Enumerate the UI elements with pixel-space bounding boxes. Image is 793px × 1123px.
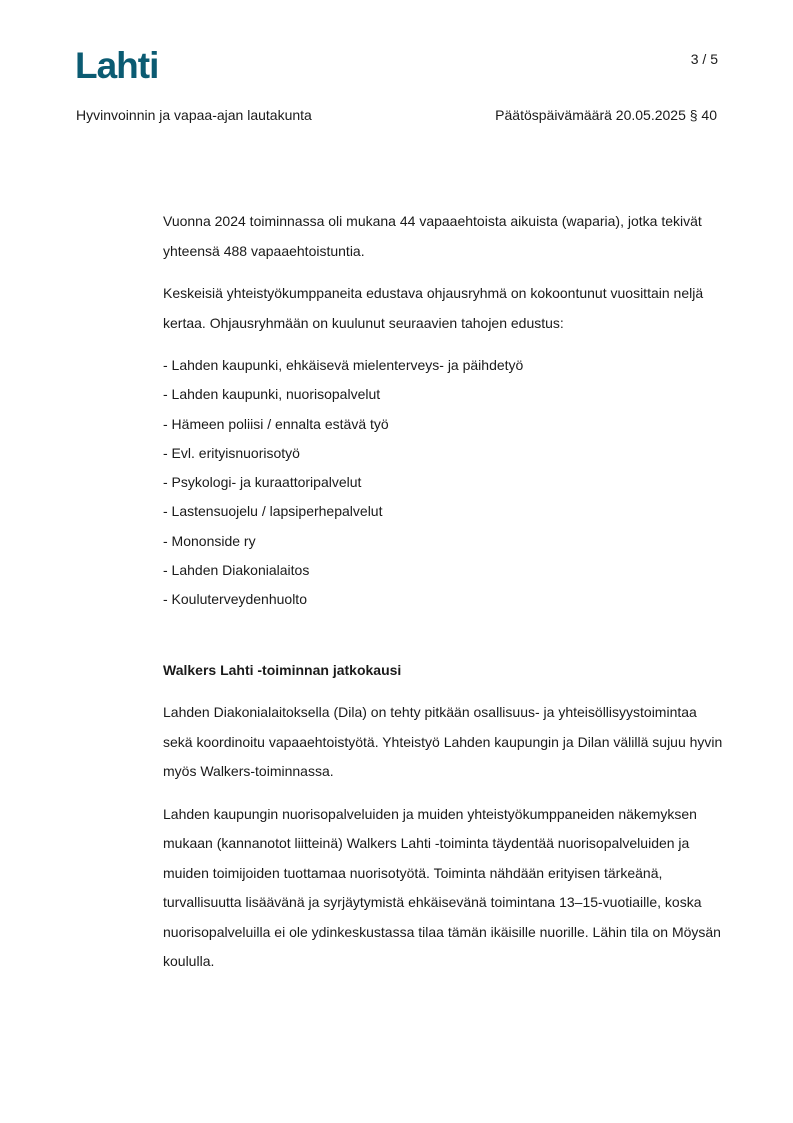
steering-group-list [163,351,723,615]
lahti-logo [75,48,167,82]
paragraph-youth-services: Lahden kaupungin nuorisopalveluiden ja muiden yhteistyökumppaneiden näkemyksen mukaan (kannanotot liitteinä) Walkers Lahti -toiminta täydentää nuorisopalveluiden ja muiden toimijoiden tuottamaa nuorisotyötä. Toiminta nähdään erityisen tärkeänä, turvallisuutta lisäävänä ja syrjäytymistä ehkäisevänä toimintana 13–15-vuotiaille, koska nuorisopalveluilla ei ole ydinkeskustassa tilaa tämän ikäisille nuorille. Lähin tila on Möysän koululla. [163,805,721,970]
list-item: - Hämeen poliisi / ennalta estävä työ [163,415,389,432]
decision-date: Päätöspäivämäärä 20.05.2025 § 40 [495,107,717,123]
list-item: - Mononside ry [163,532,256,549]
page-number: 3 / 5 [690,51,718,67]
paragraph-steering-group: Keskeisiä yhteistyökumppaneita edustava ohjausryhmä on kokoontunut vuosittain neljä kertaa. Ohjausryhmään on kuulunut seuraavien tahojen edustus: [163,285,704,331]
list-item: - Evl. erityisnuorisotyö [163,444,300,461]
paragraph-dila: Lahden Diakonialaitoksella (Dila) on tehty pitkään osallisuus- ja yhteisöllisyystoimintaa sekä koordinoitu vapaaehtoistyötä. Yhteistyö Lahden kaupungin ja Dilan välillä sujuu hyvin myös Walkers-toiminnassa. [163,704,723,780]
document-body [163,207,723,990]
paragraph-volunteers: Vuonna 2024 toiminnassa oli mukana 44 vapaaehtoista aikuista (waparia), jotka tekivät yhteensä 488 vapaaehtoistuntia. [163,213,702,259]
svg-text:Lahti: Lahti [75,48,159,82]
list-item: - Lahden kaupunki, ehkäisevä mielenterveys- ja päihdetyö [163,357,524,373]
list-item: - Kouluterveydenhuolto [163,591,307,608]
section-heading: Walkers Lahti -toiminnan jatkokausi [163,661,402,678]
list-item: - Lastensuojelu / lapsiperhepalvelut [163,503,383,520]
list-item: - Psykologi- ja kuraattoripalvelut [163,474,362,491]
list-item: - Lahden Diakonialaitos [163,562,310,579]
committee-name: Hyvinvoinnin ja vapaa-ajan lautakunta [76,107,312,123]
list-item: - Lahden kaupunki, nuorisopalvelut [163,386,381,403]
